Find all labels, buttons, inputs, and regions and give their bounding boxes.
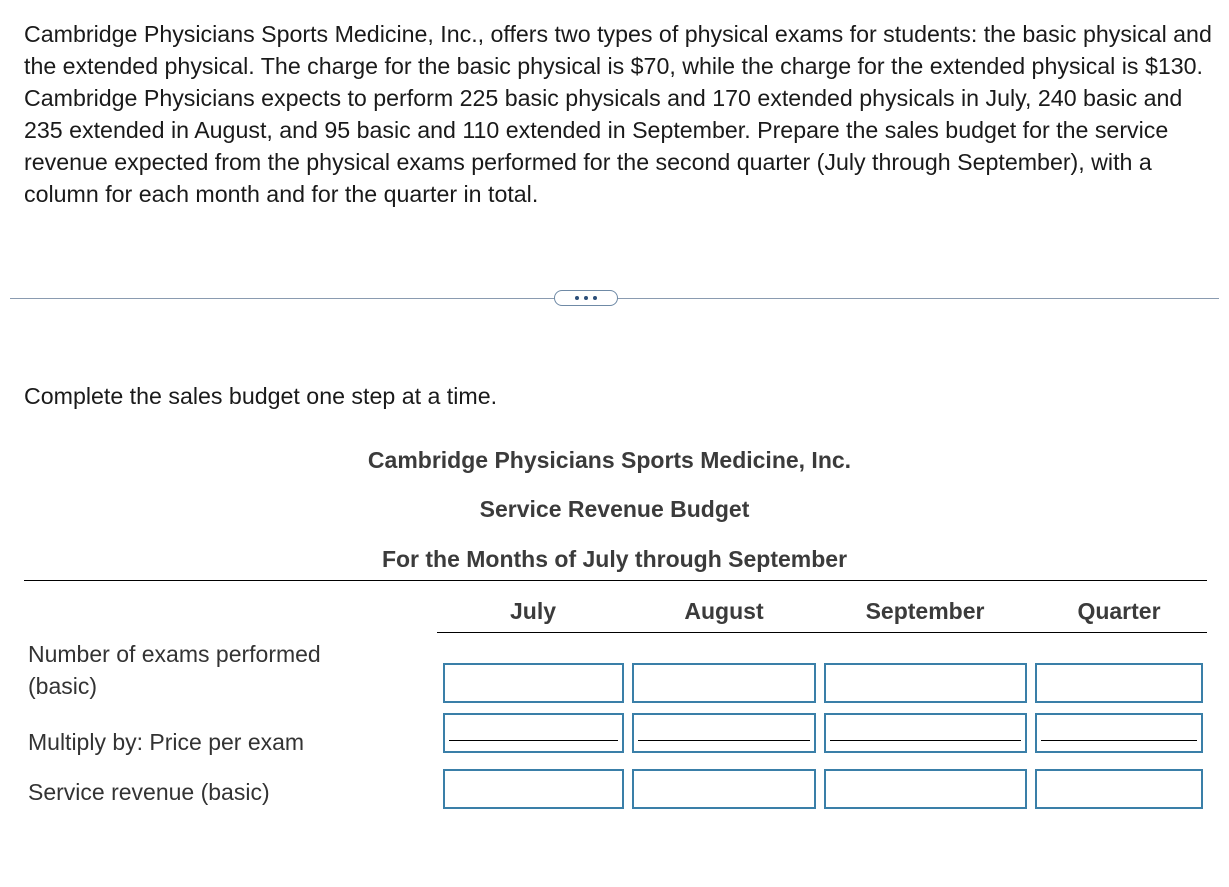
revenue-quarter-input[interactable] bbox=[1037, 771, 1201, 807]
instruction-text: Complete the sales budget one step at a time. bbox=[24, 383, 498, 409]
ellipsis-dot-icon bbox=[575, 296, 579, 300]
column-header-july: July bbox=[509, 598, 557, 624]
price-july-input[interactable] bbox=[445, 715, 622, 751]
column-header-september: September bbox=[865, 598, 985, 624]
exams-september-input[interactable] bbox=[826, 665, 1025, 701]
exams-september-cell bbox=[824, 663, 1027, 703]
column-header-quarter: Quarter bbox=[1077, 598, 1161, 624]
exams-august-cell bbox=[632, 663, 816, 703]
row-label-exams-basic: Number of exams performed (basic) bbox=[28, 641, 321, 699]
exams-quarter-cell bbox=[1035, 663, 1203, 703]
header-underline bbox=[437, 632, 1207, 633]
ellipsis-dot-icon bbox=[593, 296, 597, 300]
revenue-august-cell bbox=[632, 769, 816, 809]
exams-july-cell bbox=[443, 663, 624, 703]
revenue-september-input[interactable] bbox=[826, 771, 1025, 807]
price-august-cell bbox=[632, 713, 816, 753]
row-label-revenue-basic: Service revenue (basic) bbox=[28, 779, 270, 805]
revenue-july-input[interactable] bbox=[445, 771, 622, 807]
revenue-july-cell bbox=[443, 769, 624, 809]
exams-july-input[interactable] bbox=[445, 665, 622, 701]
budget-company-name: Cambridge Physicians Sports Medicine, Inc. bbox=[367, 447, 852, 473]
revenue-september-cell bbox=[824, 769, 1027, 809]
price-quarter-input[interactable] bbox=[1037, 715, 1201, 751]
expand-more-button[interactable] bbox=[554, 290, 618, 306]
exams-august-input[interactable] bbox=[634, 665, 814, 701]
price-quarter-cell bbox=[1035, 713, 1203, 753]
exams-quarter-input[interactable] bbox=[1037, 665, 1201, 701]
row-label-price: Multiply by: Price per exam bbox=[28, 729, 305, 755]
price-september-cell bbox=[824, 713, 1027, 753]
problem-statement: Cambridge Physicians Sports Medicine, Inc., offers two types of physical exams for students: the basic physical and the extended physical. The charge for the basic physical is $70, while the charge for the extended physical is $130. Cambridge Physicians expects to perform 225 basic physicals and 170 extended physicals in July, 240 basic and 235 extended in August, and 95 basic and 110 extended in September. Prepare the sales budget for the service revenue expected from the physical exams performed for the second quarter (July through September), with a column for each month and for the quarter in total. bbox=[24, 21, 1212, 207]
revenue-quarter-cell bbox=[1035, 769, 1203, 809]
budget-period: For the Months of July through September bbox=[381, 546, 848, 572]
table-top-rule bbox=[24, 580, 1207, 581]
price-august-input[interactable] bbox=[634, 715, 814, 751]
revenue-august-input[interactable] bbox=[634, 771, 814, 807]
price-july-cell bbox=[443, 713, 624, 753]
ellipsis-dot-icon bbox=[584, 296, 588, 300]
price-september-input[interactable] bbox=[826, 715, 1025, 751]
budget-title: Service Revenue Budget bbox=[479, 496, 750, 522]
column-header-august: August bbox=[684, 598, 764, 624]
